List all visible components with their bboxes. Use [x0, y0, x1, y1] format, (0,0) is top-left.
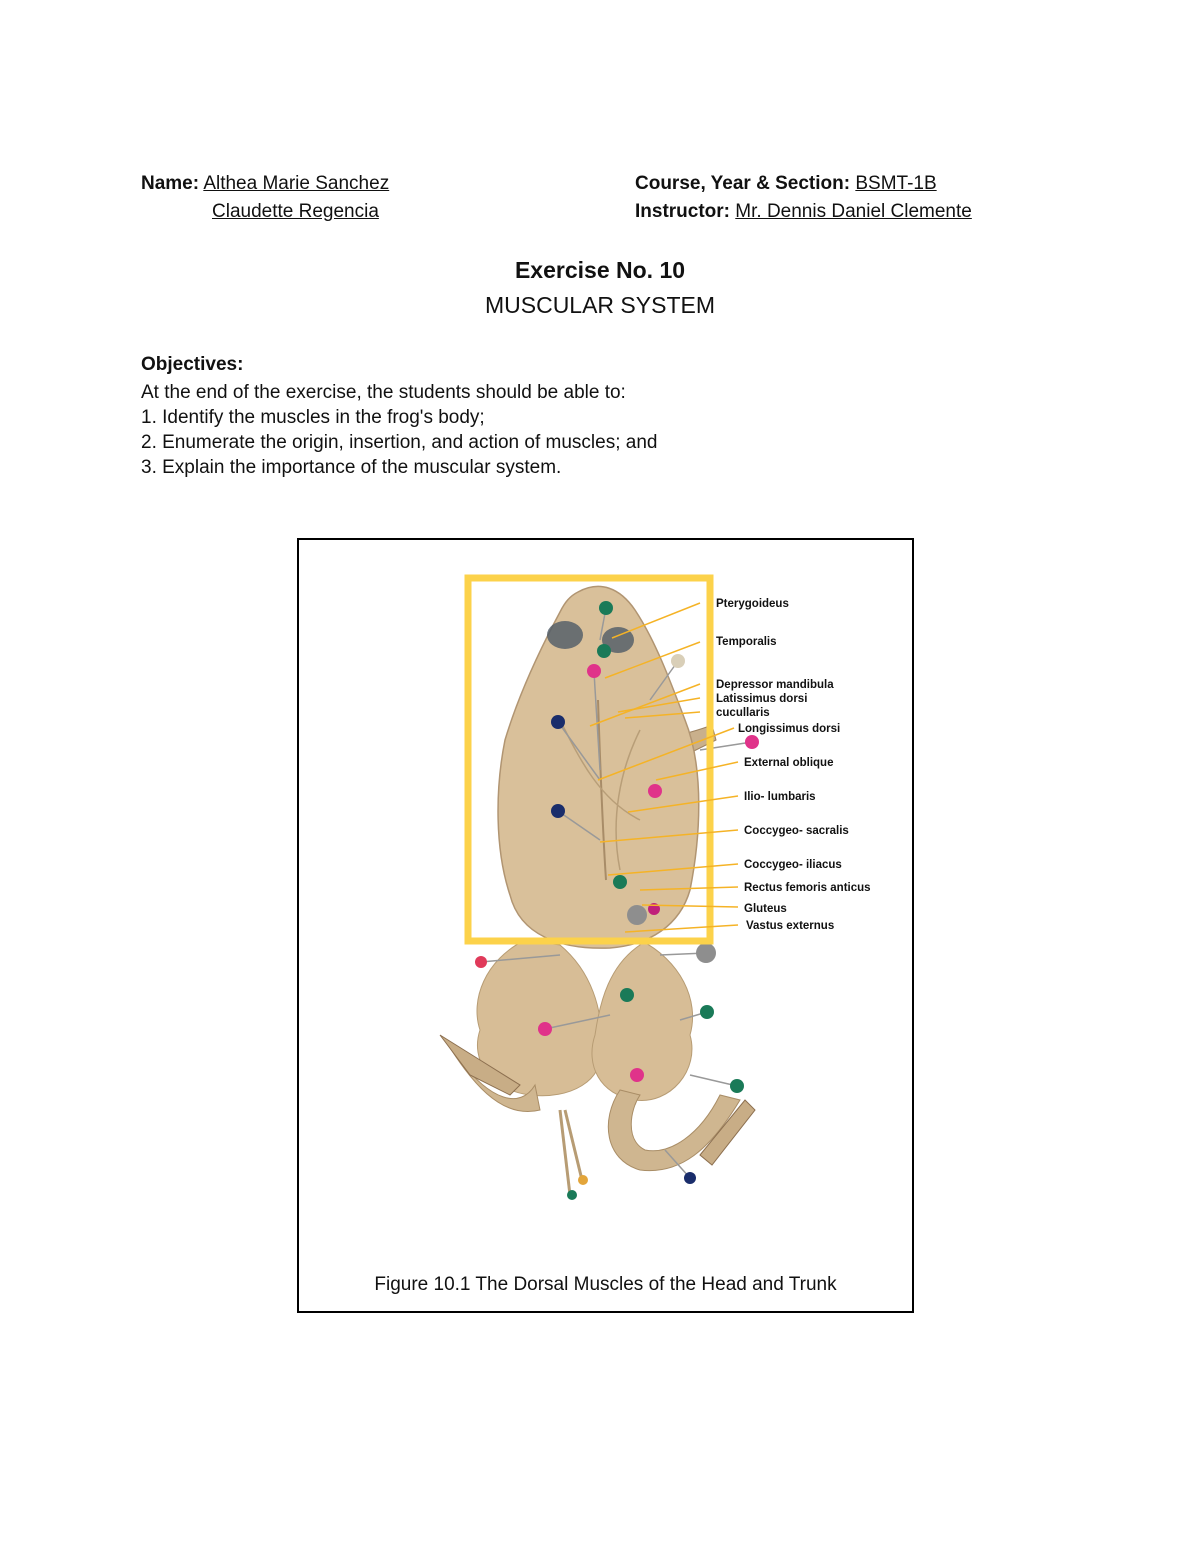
label-coccygeo-sacralis: Coccygeo- sacralis: [744, 825, 849, 837]
figure-caption: Figure 10.1 The Dorsal Muscles of the Head and Trunk: [374, 1274, 837, 1295]
label-rectus-femoris-anticus: Rectus femoris anticus: [744, 882, 871, 894]
frog-body: [498, 586, 699, 948]
pin-needle: [690, 1075, 737, 1086]
student-name-1: Althea Marie Sanchez: [203, 173, 390, 194]
pin-head: [551, 715, 565, 729]
exercise-number: Exercise No. 10: [514, 257, 686, 283]
pin-head: [671, 654, 685, 668]
course-label: Course, Year & Section:: [635, 173, 851, 194]
objectives-intro: At the end of the exercise, the students should be able to:: [141, 382, 626, 403]
pin-head: [730, 1079, 744, 1093]
pin-head: [630, 1068, 644, 1082]
label-latissimus-dorsi: Latissimus dorsi: [716, 693, 808, 705]
pin-head: [551, 804, 565, 818]
pin-head: [684, 1172, 696, 1184]
pin-head: [627, 905, 647, 925]
instructor-value: Mr. Dennis Daniel Clemente: [735, 201, 972, 222]
label-ilio-lumbaris: Ilio- lumbaris: [744, 791, 816, 803]
muscle-labels: [716, 598, 871, 932]
objective-item: 1. Identify the muscles in the frog's body;: [141, 407, 485, 428]
course-value: BSMT-1B: [855, 173, 937, 194]
label-coccygeo-iliacus: Coccygeo- iliacus: [744, 859, 842, 871]
label-temporalis: Temporalis: [716, 636, 777, 648]
name-label: Name:: [141, 173, 200, 194]
instructor-label: Instructor:: [635, 201, 730, 222]
pin-head: [587, 664, 601, 678]
pin-head: [745, 735, 759, 749]
pin-head: [567, 1190, 577, 1200]
objective-item: 3. Explain the importance of the muscular system.: [141, 457, 562, 478]
label-depressor-mandibula: Depressor mandibula: [716, 679, 834, 691]
pin-head: [578, 1175, 588, 1185]
pin-head: [597, 644, 611, 658]
pin-head: [648, 784, 662, 798]
pin-head: [696, 943, 716, 963]
label-pterygoideus: Pterygoideus: [716, 598, 789, 610]
pin-head: [700, 1005, 714, 1019]
student-name-2: Claudette Regencia: [212, 201, 379, 222]
label-external-oblique: External oblique: [744, 757, 834, 769]
label-cucullaris: cucullaris: [716, 707, 770, 719]
objectives-heading: Objectives:: [141, 354, 244, 375]
pin-head: [538, 1022, 552, 1036]
label-gluteus: Gluteus: [744, 903, 787, 915]
pin-head: [620, 988, 634, 1002]
pin-head: [599, 601, 613, 615]
label-longissimus-dorsi: Longissimus dorsi: [738, 723, 841, 735]
objective-item: 2. Enumerate the origin, insertion, and action of muscles; and: [141, 432, 658, 453]
pin-head: [613, 875, 627, 889]
frog-eye-socket: [547, 621, 583, 649]
exercise-title: MUSCULAR SYSTEM: [484, 292, 716, 318]
pin-head: [475, 956, 487, 968]
label-vastus-externus: Vastus externus: [746, 920, 835, 932]
